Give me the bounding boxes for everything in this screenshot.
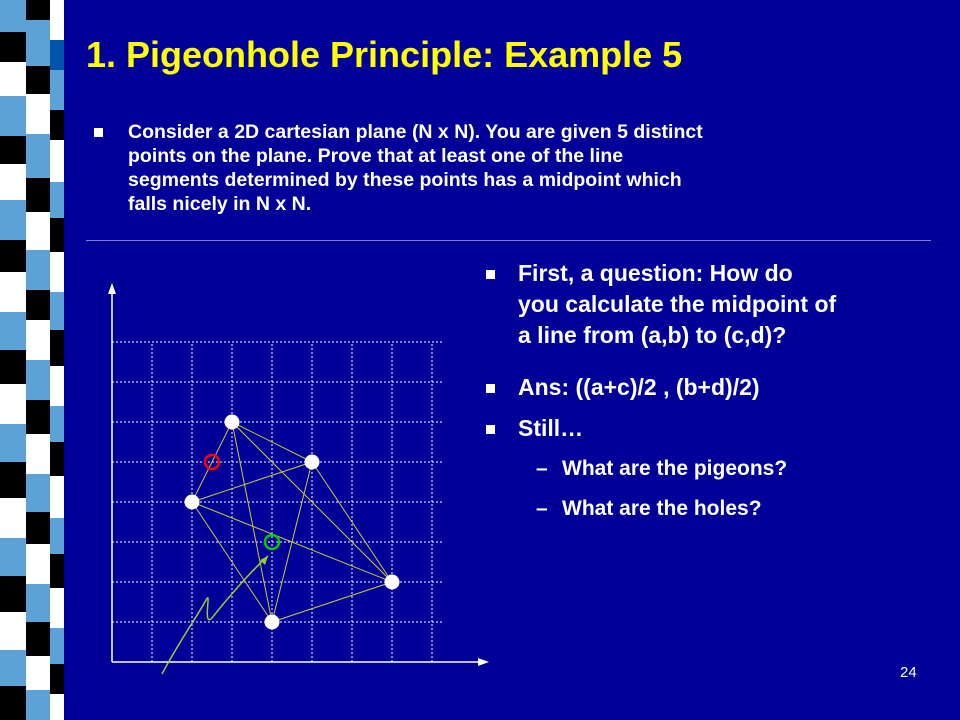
- page-number: 24: [900, 664, 917, 681]
- square-bullet-icon: [486, 384, 495, 393]
- y-axis-arrow-icon: [108, 283, 116, 294]
- arrow-head-icon: [260, 556, 268, 565]
- bullet-text: Still…: [518, 415, 584, 441]
- slide-title: 1. Pigeonhole Principle: Example 5: [86, 34, 683, 75]
- square-bullet-icon: [486, 425, 495, 434]
- grid-point: [385, 575, 400, 590]
- bullet-text: First, a question: How do: [518, 260, 793, 286]
- segment-line: [272, 582, 392, 622]
- intro-line: falls nicely in N x N.: [128, 193, 312, 215]
- square-bullet-icon: [486, 270, 495, 279]
- grid-point: [185, 495, 200, 510]
- intro-line: points on the plane. Prove that at least one of the line: [128, 145, 624, 167]
- x-axis-arrow-icon: [478, 658, 489, 666]
- bullet-text: you calculate the midpoint of: [518, 291, 837, 317]
- grid-point: [225, 415, 240, 430]
- intro-line: Consider a 2D cartesian plane (N x N). You are given 5 distinct: [128, 121, 703, 143]
- dash-marker: –: [536, 457, 548, 480]
- intro-line: segments determined by these points has a midpoint which: [128, 169, 682, 191]
- bullet-text: a line from (a,b) to (c,d)?: [518, 322, 787, 348]
- bullet-text: Ans: ((a+c)/2 , (b+d)/2): [518, 374, 760, 400]
- arrow-icon: [162, 556, 268, 674]
- grid-point: [265, 615, 280, 630]
- sub-bullet-text: What are the holes?: [562, 497, 762, 520]
- grid-point: [305, 455, 320, 470]
- dash-marker: –: [536, 497, 548, 520]
- sub-bullet-text: What are the pigeons?: [562, 457, 788, 480]
